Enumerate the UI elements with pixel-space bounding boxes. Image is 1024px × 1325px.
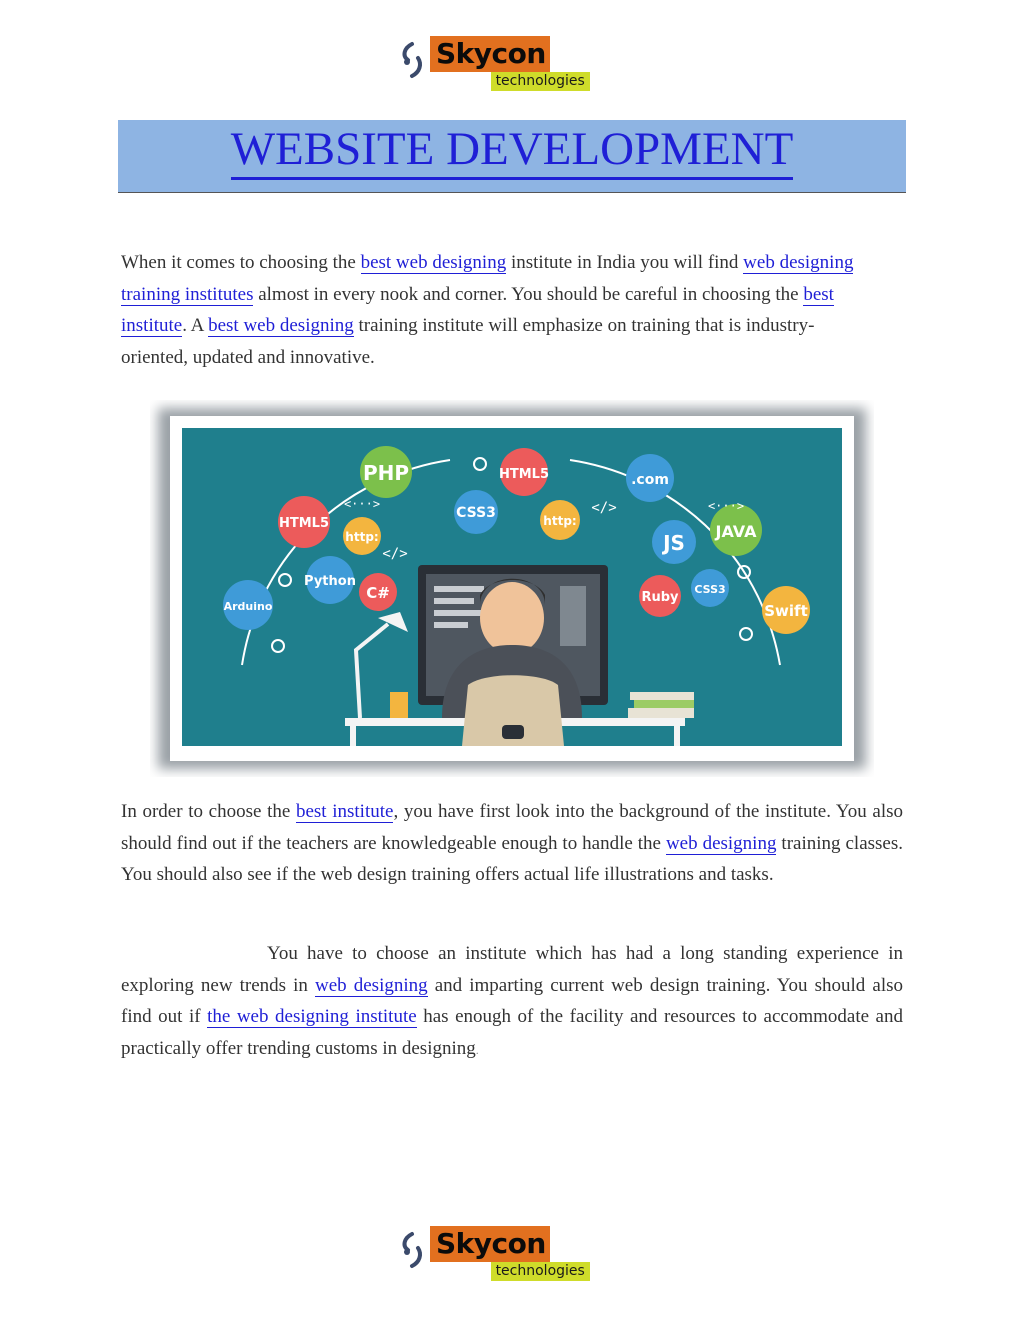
link-the-web-designing-institute[interactable]: the web designing institute: [207, 1006, 417, 1027]
person-head: [480, 582, 544, 654]
link-best-institute-2[interactable]: best institute: [295, 801, 394, 822]
code-line: [434, 586, 484, 592]
skycon-logo-bottom: [398, 1226, 585, 1281]
page-title: WEBSITE DEVELOPMENT: [118, 120, 906, 180]
logo-swirl-icon: [398, 1230, 428, 1270]
logo-word: Skycon: [430, 36, 550, 72]
logo-word: Skycon: [430, 1226, 550, 1262]
code-line: [434, 622, 468, 628]
dots-symbol: <···>: [707, 499, 745, 513]
badge-label: http:: [345, 530, 379, 544]
web-development-illustration: [150, 400, 874, 777]
badge-label: Python: [304, 574, 356, 589]
link-web-designing-2[interactable]: web designing: [315, 974, 428, 996]
badge-label: C#: [366, 584, 390, 602]
desk-leg-left: [350, 726, 356, 746]
badge-label: PHP: [362, 461, 410, 485]
book: [634, 700, 694, 708]
code-line: [434, 598, 474, 604]
paragraph-experience: You have to choose an institute which has had a long standing experience in exploring new trends in web designing and imparting current web design training. You should also find out if the web designing institute has enough of the facility and resources to accommodate and practically offer trending customs in designing.: [121, 943, 903, 1059]
logo-subtitle: technologies: [491, 1262, 590, 1281]
badge-label: HTML5: [498, 467, 550, 482]
link-best-institute[interactable]: best institute: [121, 283, 834, 336]
dots-symbol: <···>: [343, 497, 381, 511]
link-best-web-designing-2[interactable]: best web designing: [208, 315, 354, 336]
badge-label: CSS3: [456, 505, 496, 521]
link-web-designing[interactable]: web designing: [665, 832, 777, 854]
badge-label: http:: [543, 514, 577, 528]
badge-label: JAVA: [715, 522, 757, 541]
paragraph-intro: When it comes to choosing the best web designing institute in India you will find web designing training institutes almost in every nook and corner. You should be careful in choosing the best institute. A best web designing training institute will emphasize on training that is industry-oriented, updated and innovative.: [121, 252, 854, 368]
logo-subtitle: technologies: [491, 72, 590, 91]
logo-swirl-icon: [398, 40, 428, 80]
badge-label: Arduino: [223, 600, 273, 613]
pencil-cup: [390, 692, 408, 718]
code-symbol: </>: [382, 546, 408, 562]
desk-leg-right: [674, 726, 680, 746]
badge-label: .com: [631, 472, 669, 488]
badge-label: JS: [663, 531, 685, 555]
skycon-logo-top: [398, 36, 585, 91]
title-band: [118, 120, 906, 193]
chair-detail: [502, 725, 524, 739]
code-symbol: </>: [591, 500, 617, 516]
book: [630, 692, 694, 700]
badge-label: Swift: [764, 602, 808, 620]
badge-label: Ruby: [641, 590, 679, 605]
book: [628, 708, 694, 718]
badge-label: HTML5: [278, 516, 330, 531]
code-panel: [560, 586, 586, 646]
badge-label: CSS3: [694, 583, 726, 596]
link-web-designing-training-institutes[interactable]: web designing training institutes: [121, 252, 854, 305]
link-best-web-designing[interactable]: best web designing: [360, 252, 507, 273]
paragraph-background: In order to choose the best institute, you have first look into the background of the institute. You also should find out if the teachers are knowledgeable enough to handle the web designing training classes. You should also see if the web design training offers actual life illustrations and tasks.: [121, 801, 904, 885]
